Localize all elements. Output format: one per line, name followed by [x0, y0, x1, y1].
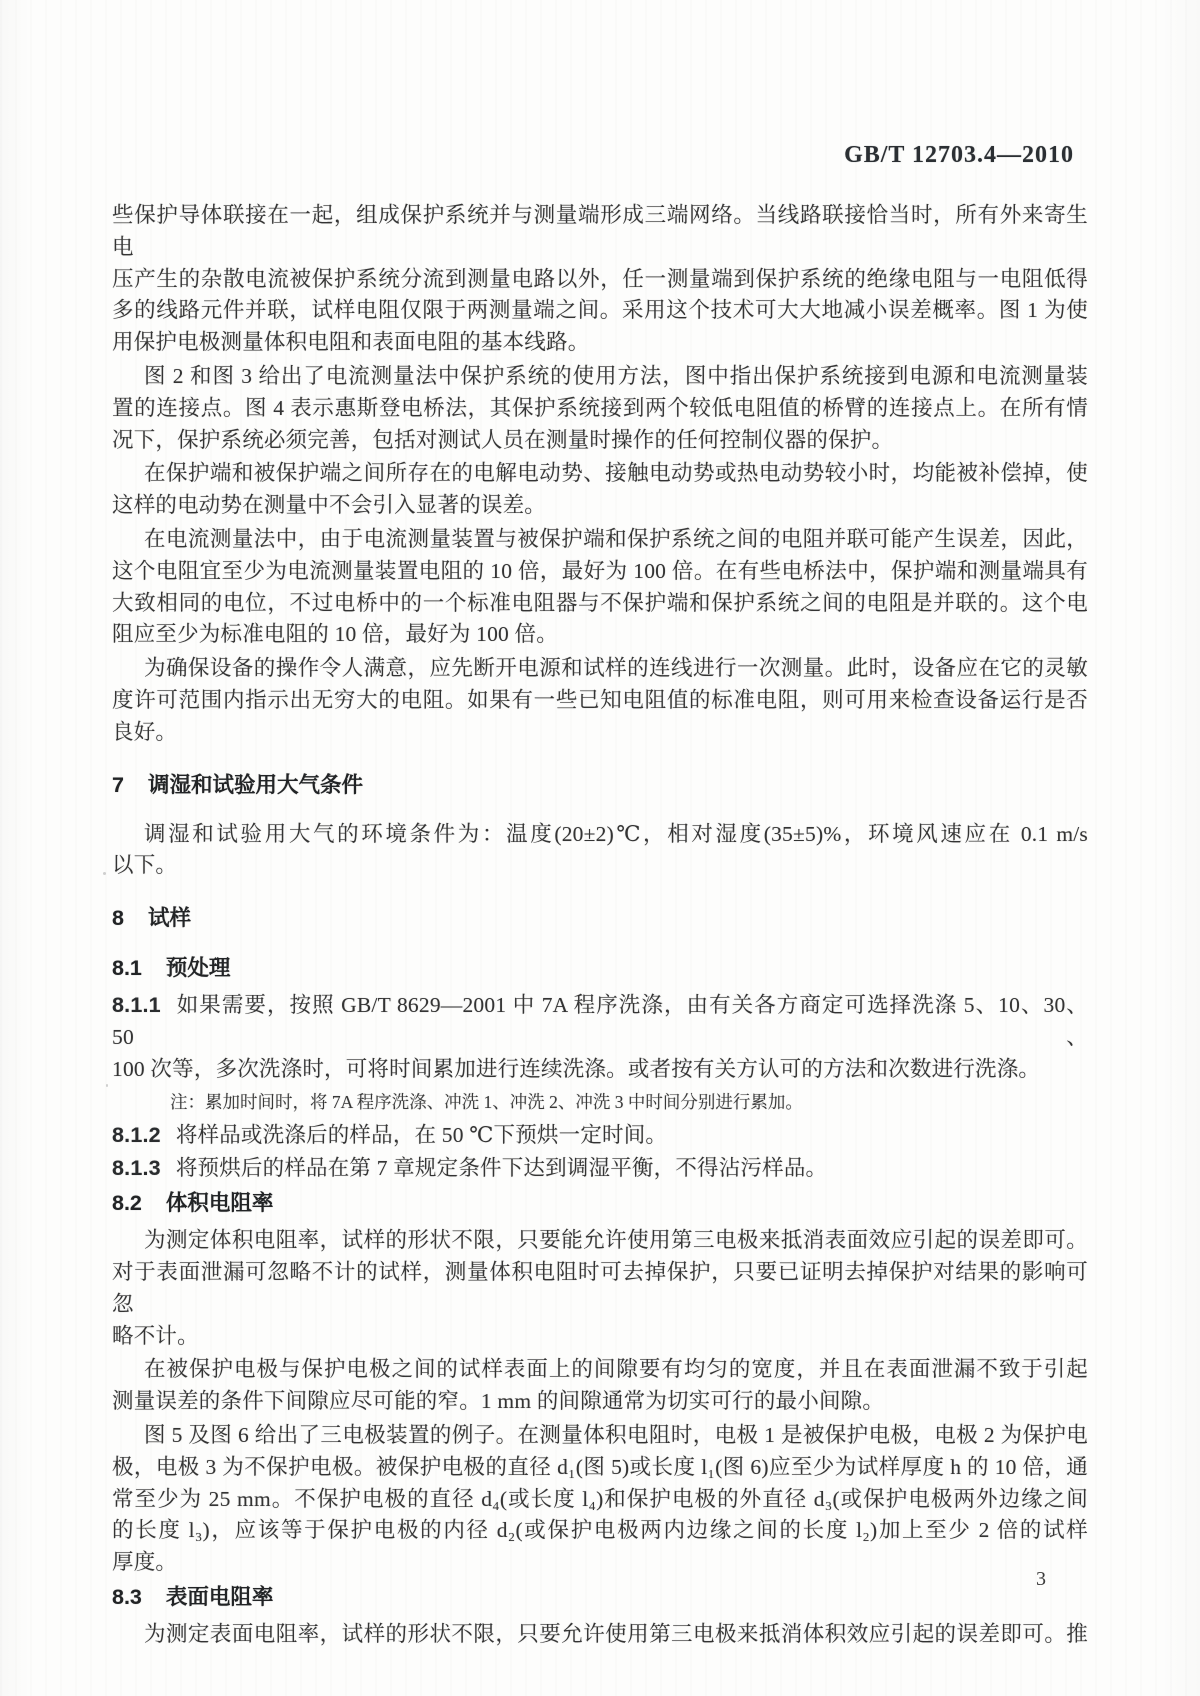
- block-h2: [112, 1187, 1088, 1219]
- section-heading: [112, 1581, 1088, 1613]
- clause-line: [112, 1153, 1088, 1185]
- clause-text: 如果需要，按照 GB/T 8629—2001 中 7A 程序洗涤，由有关各方商定可选择洗涤 5、10、30、50、: [112, 993, 1088, 1049]
- paragraph-line: 况下，保护系统必须完善，包括对测试人员在测量时操作的任何控制仪器的保护。: [112, 427, 894, 452]
- section-heading: [112, 902, 1088, 934]
- block-p: [112, 1225, 1088, 1352]
- paragraph-line: 压产生的杂散电流被保护系统分流到测量电路以外，任一测量端到保护系统的绝缘电阻与一电阻低得: [112, 266, 1088, 291]
- clause-line: [112, 990, 1088, 1054]
- block-p: [112, 458, 1088, 522]
- heading-title: 预处理: [165, 956, 231, 981]
- paragraph-line: 阻应至少为标准电阻的 10 倍，最好为 100 倍。: [112, 622, 558, 647]
- heading-number: 8.2: [112, 1191, 142, 1216]
- block-p: [112, 1619, 1088, 1651]
- block-p: [112, 361, 1088, 456]
- heading-title: 体积电阻率: [165, 1191, 274, 1216]
- scan-speck: [106, 1084, 108, 1087]
- heading-number: 8.1: [112, 956, 142, 981]
- paragraph-line: 极，电极 3 为不保护电极。被保护电极的直径 d₁(图 5)或长度 l₁(图 6)应至少为试样厚度 h 的 10 倍，通: [112, 1454, 1088, 1479]
- paragraph-line: 厚度。: [112, 1550, 178, 1575]
- paragraph-line: 为确保设备的操作令人满意，应先断开电源和试样的连线进行一次测量。此时，设备应在它的灵敏: [144, 656, 1088, 681]
- paragraph-line: 调湿和试验用大气的环境条件为：温度(20±2)℃，相对湿度(35±5)%，环境风速应在 0.1 m/s: [144, 821, 1088, 846]
- paragraph-line: 这个电阻宜至少为电流测量装置电阻的 10 倍，最好为 100 倍。在有些电桥法中，保护端和测量端具有: [112, 558, 1088, 583]
- paragraph-line: 些保护导体联接在一起，组成保护系统并与测量端形成三端网络。当线路联接恰当时，所有外来寄生电: [112, 203, 1088, 259]
- section-heading: [112, 1187, 1088, 1219]
- paragraph-line: 略不计。: [112, 1323, 199, 1348]
- paragraph-line: 用保护电极测量体积电阻和表面电阻的基本线路。: [112, 330, 590, 355]
- paragraph-line: 置的连接点。图 4 表示惠斯登电桥法，其保护系统接到两个较低电阻值的桥臂的连接点上。在所有情: [112, 395, 1088, 420]
- paragraph-line: 为测定表面电阻率，试样的形状不限，只要允许使用第三电极来抵消体积效应引起的误差即可。推: [144, 1621, 1088, 1646]
- heading-number: 8: [112, 906, 124, 931]
- heading-number: 7: [112, 772, 124, 797]
- paragraph-line: 图 5 及图 6 给出了三电极装置的例子。在测量体积电阻时，电极 1 是被保护电极，电极 2 为保护电: [144, 1422, 1088, 1447]
- heading-title: 试样: [147, 906, 191, 931]
- block-p: [112, 653, 1088, 748]
- paragraph-line: 良好。: [112, 719, 178, 744]
- note-line: 注：累加时间时，将 7A 程序洗涤、冲洗 1、冲洗 2、冲洗 3 中时间分别进行累加。: [170, 1091, 803, 1112]
- paragraph-line: 多的线路元件并联，试样电阻仅限于两测量端之间。采用这个技术可大大地减小误差概率。图 1 为使: [112, 298, 1088, 323]
- block-p: [112, 819, 1088, 883]
- clause-number: 8.1.1: [112, 993, 161, 1018]
- paragraph-line: 在电流测量法中，由于电流测量装置与被保护端和保护系统之间的电阻并联可能产生误差，因此，: [144, 526, 1088, 551]
- heading-number: 8.3: [112, 1584, 142, 1609]
- block-h1: [112, 769, 1088, 801]
- paragraph-line: 在保护端和被保护端之间所存在的电解电动势、接触电动势或热电动势较小时，均能被补偿掉，使: [144, 461, 1088, 486]
- paragraph-line: 测量误差的条件下间隙应尽可能的窄。1 mm 的间隙通常为切实可行的最小间隙。: [112, 1389, 885, 1414]
- heading-title: 表面电阻率: [165, 1584, 274, 1609]
- clause-number: 8.1.3: [112, 1156, 161, 1181]
- block-h2: [112, 1581, 1088, 1613]
- block-h2: [112, 952, 1088, 984]
- paragraph-line: 的长度 l₃)，应该等于保护电极的内径 d₂(或保护电极两内边缘之间的长度 l₂)加上至少 2 倍的试样: [112, 1518, 1088, 1543]
- scan-speck: [103, 872, 106, 875]
- block-p: [112, 200, 1088, 359]
- clause-line: 100 次等，多次洗涤时，可将时间累加进行连续洗涤。或者按有关方认可的方法和次数进行洗涤。: [112, 1056, 1041, 1081]
- heading-title: 调湿和试验用大气条件: [147, 772, 363, 797]
- standard-code-header: GB/T 12703.4—2010: [844, 142, 1074, 168]
- clause-line: [112, 1120, 1088, 1152]
- block-clause: [112, 990, 1088, 1085]
- paragraph-line: 常至少为 25 mm。不保护电极的直径 d₄(或长度 l₄)和保护电极的外直径 d₃(或保护电极两外边缘之间: [112, 1486, 1088, 1511]
- block-p: [112, 524, 1088, 651]
- paragraph-line: 大致相同的电位，不过电桥中的一个标准电阻器与不保护端和保护系统之间的电阻是并联的。这个电: [112, 590, 1088, 615]
- block-h1: [112, 902, 1088, 934]
- paragraph-line: 度许可范围内指示出无穷大的电阻。如果有一些已知电阻值的标准电阻，则可用来检查设备运行是否: [112, 687, 1088, 712]
- paragraph-line: 以下。: [112, 853, 178, 878]
- paragraph-line: 图 2 和图 3 给出了电流测量法中保护系统的使用方法，图中指出保护系统接到电源和电流测量装: [144, 363, 1088, 388]
- section-heading: [112, 952, 1088, 984]
- block-p: [112, 1420, 1088, 1579]
- block-note: [112, 1088, 1088, 1116]
- paragraph-line: 这样的电动势在测量中不会引入显著的误差。: [112, 493, 547, 518]
- clause-text: 将样品或洗涤后的样品，在 50 ℃下预烘一定时间。: [175, 1122, 668, 1147]
- block-clause: [112, 1153, 1088, 1185]
- block-clause: [112, 1120, 1088, 1152]
- section-heading: [112, 769, 1088, 801]
- block-p: [112, 1354, 1088, 1418]
- page-number: 3: [1036, 1568, 1046, 1590]
- clause-text: 将预烘后的样品在第 7 章规定条件下达到调湿平衡，不得沾污样品。: [175, 1156, 828, 1181]
- paragraph-line: 在被保护电极与保护电极之间的试样表面上的间隙要有均匀的宽度，并且在表面泄漏不致于引起: [144, 1357, 1088, 1382]
- clause-number: 8.1.2: [112, 1122, 161, 1147]
- paragraph-line: 为测定体积电阻率，试样的形状不限，只要能允许使用第三电极来抵消表面效应引起的误差即可。: [144, 1228, 1088, 1253]
- document-body: [112, 200, 1088, 1653]
- paragraph-line: 对于表面泄漏可忽略不计的试样，测量体积电阻时可去掉保护，只要已证明去掉保护对结果的影响可忽: [112, 1259, 1088, 1316]
